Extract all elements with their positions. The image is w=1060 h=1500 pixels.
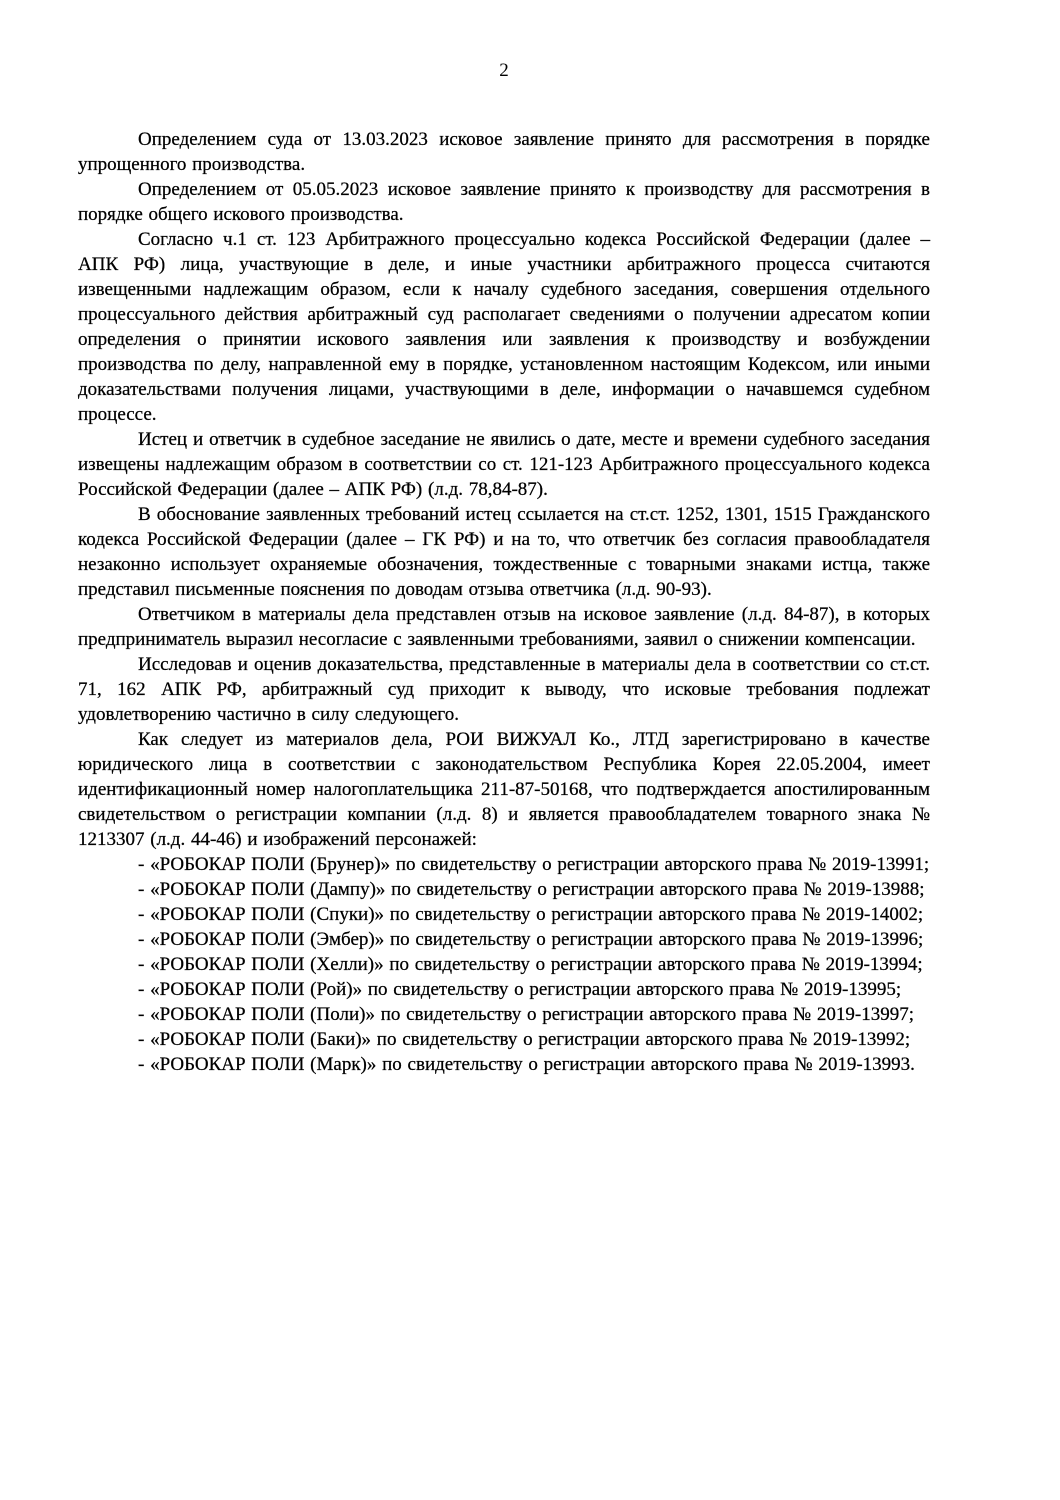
paragraph: Согласно ч.1 ст. 123 Арбитражного процессуально кодекса Российской Федерации (далее – АПК РФ) лица, участвующие в деле, и иные участники арбитражного процесса считаются извещенными надлежащим образом, если к началу судебного заседания, совершения отдельного процессуального действия арбитражный суд располагает сведениями о получении адресатом копии определения о принятии искового заявления или заявления к производству и возбуждении производства по делу, направленной ему в порядке, установленном настоящим Кодексом, или иными доказательствами получения лицами, участвующими в деле, информации о начавшемся судебном процессе.	[78, 229, 930, 425]
paragraph: - «РОБОКАР ПОЛИ (Спуки)» по свидетельству о регистрации авторского права № 2019-14002;	[138, 904, 924, 925]
paragraph: Ответчиком в материалы дела представлен отзыв на исковое заявление (л.д. 84-87), в которых предприниматель выразил несогласие с заявленными требованиями, заявил о снижении компенсации.	[78, 604, 930, 650]
paragraph: Как следует из материалов дела, РОИ ВИЖУАЛ Ко., ЛТД зарегистрировано в качестве юридического лица в соответствии с законодательством Республика Корея 22.05.2004, имеет идентификационный номер налогоплательщика 211-87-50168, что подтверждается апостилированным свидетельством о регистрации компании (л.д. 8) и является правообладателем товарного знака № 1213307 (л.д. 44-46) и изображений персонажей:	[78, 729, 930, 850]
paragraph: Определением суда от 13.03.2023 исковое заявление принято для рассмотрения в порядке упрощенного производства.	[78, 129, 930, 175]
paragraph: - «РОБОКАР ПОЛИ (Хелли)» по свидетельству о регистрации авторского права № 2019-13994;	[138, 954, 923, 975]
paragraph: В обоснование заявленных требований истец ссылается на ст.ст. 1252, 1301, 1515 Гражданского кодекса Российской Федерации (далее – ГК РФ) и на то, что ответчик без согласия правообладателя незаконно использует охраняемые обозначения, тождественные с товарными знаками истца, также представил письменные пояснения по доводам отзыва ответчика (л.д. 90-93).	[78, 504, 930, 600]
page-number: 2	[499, 60, 509, 81]
paragraph: - «РОБОКАР ПОЛИ (Марк)» по свидетельству о регистрации авторского права № 2019-13993.	[138, 1054, 915, 1075]
paragraph: - «РОБОКАР ПОЛИ (Эмбер)» по свидетельству о регистрации авторского права № 2019-13996;	[138, 929, 924, 950]
paragraph: Определением от 05.05.2023 исковое заявление принято к производству для рассмотрения в порядке общего искового производства.	[78, 179, 930, 225]
paragraph: - «РОБОКАР ПОЛИ (Рой)» по свидетельству о регистрации авторского права № 2019-13995;	[138, 979, 902, 1000]
paragraph: - «РОБОКАР ПОЛИ (Баки)» по свидетельству о регистрации авторского права № 2019-13992;	[138, 1029, 911, 1050]
paragraph: - «РОБОКАР ПОЛИ (Поли)» по свидетельству о регистрации авторского права № 2019-13997;	[138, 1004, 915, 1025]
paragraph: Исследовав и оценив доказательства, представленные в материалы дела в соответствии со ст.ст. 71, 162 АПК РФ, арбитражный суд приходит к выводу, что исковые требования подлежат удовлетворению частично в силу следующего.	[78, 654, 930, 725]
document-body	[78, 127, 930, 1077]
paragraph: - «РОБОКАР ПОЛИ (Брунер)» по свидетельству о регистрации авторского права № 2019-13991;	[138, 854, 930, 875]
paragraph: Истец и ответчик в судебное заседание не явились о дате, месте и времени судебного заседания извещены надлежащим образом в соответствии со ст. 121-123 Арбитражного процессуального кодекса Российской Федерации (далее – АПК РФ) (л.д. 78,84-87).	[78, 429, 930, 500]
paragraph: - «РОБОКАР ПОЛИ (Дампу)» по свидетельству о регистрации авторского права № 2019-13988;	[138, 879, 925, 900]
